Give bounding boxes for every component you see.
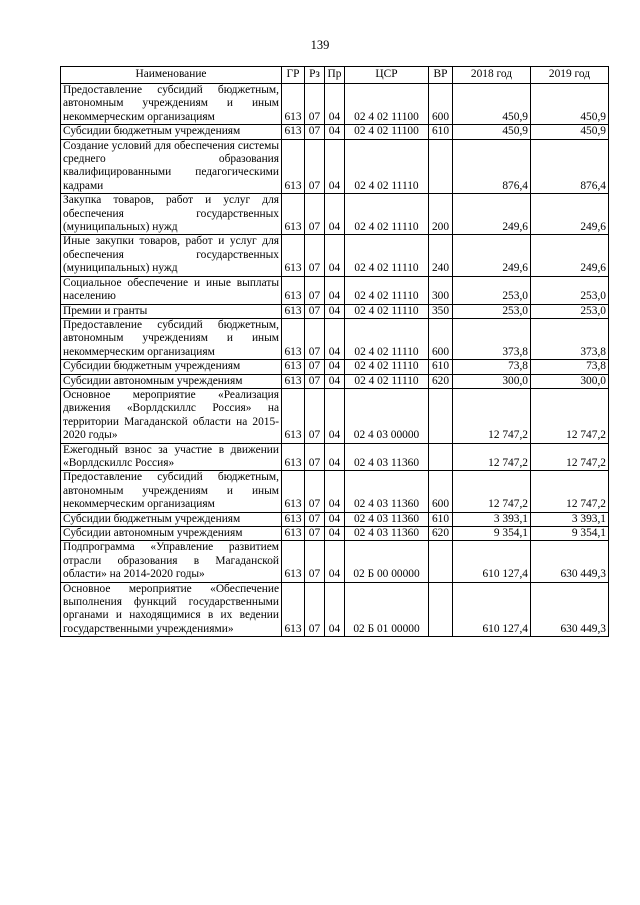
- cell-2019: 73,8: [531, 360, 609, 374]
- cell-2018: 876,4: [453, 139, 531, 194]
- cell-gr: 613: [282, 471, 305, 512]
- cell-vr: 610: [429, 125, 453, 139]
- cell-name: Субсидии автономным учреждениям: [61, 374, 282, 388]
- cell-name: Предоставление субсидий бюджетным, автономным учреждениям и иным некоммерческим организациям: [61, 84, 282, 125]
- cell-name: Основное мероприятие «Реализация движения «Ворлдскиллс Россия» на территории Магаданской области на 2015-2020 годы»: [61, 388, 282, 443]
- cell-pr: 04: [325, 541, 345, 582]
- cell-csr: 02 4 02 11100: [345, 125, 429, 139]
- cell-vr: 200: [429, 194, 453, 235]
- cell-name: Социальное обеспечение и иные выплаты населению: [61, 276, 282, 304]
- table-row: [61, 194, 609, 235]
- cell-pr: 04: [325, 194, 345, 235]
- cell-rz: 07: [305, 139, 325, 194]
- table-row: [61, 443, 609, 471]
- budget-table: [60, 66, 609, 637]
- cell-rz: 07: [305, 582, 325, 637]
- header-2019: 2019 год: [531, 67, 609, 84]
- cell-rz: 07: [305, 360, 325, 374]
- cell-rz: 07: [305, 84, 325, 125]
- cell-2018: 610 127,4: [453, 582, 531, 637]
- cell-gr: 613: [282, 139, 305, 194]
- cell-2018: 73,8: [453, 360, 531, 374]
- cell-2018: 373,8: [453, 318, 531, 359]
- cell-name: Основное мероприятие «Обеспечение выполнения функций государственными органами и находящимися в их ведении государственными учреждениями»: [61, 582, 282, 637]
- table-row: [61, 360, 609, 374]
- cell-gr: 613: [282, 527, 305, 541]
- table-row: [61, 512, 609, 526]
- cell-name: Подпрограмма «Управление развитием отрасли образования в Магаданской области» на 2014-2020 годы»: [61, 541, 282, 582]
- cell-rz: 07: [305, 388, 325, 443]
- cell-pr: 04: [325, 471, 345, 512]
- cell-name: Субсидии бюджетным учреждениям: [61, 125, 282, 139]
- header-pr: Пр: [325, 67, 345, 84]
- cell-csr: 02 4 02 11110: [345, 139, 429, 194]
- cell-2018: 12 747,2: [453, 471, 531, 512]
- cell-2019: 630 449,3: [531, 541, 609, 582]
- cell-rz: 07: [305, 471, 325, 512]
- cell-pr: 04: [325, 374, 345, 388]
- table-header: [61, 67, 609, 84]
- cell-2019: 630 449,3: [531, 582, 609, 637]
- cell-2018: 12 747,2: [453, 388, 531, 443]
- cell-csr: 02 4 03 00000: [345, 388, 429, 443]
- cell-vr: 620: [429, 374, 453, 388]
- header-2018: 2018 год: [453, 67, 531, 84]
- table-row: [61, 125, 609, 139]
- cell-2018: 253,0: [453, 304, 531, 318]
- cell-rz: 07: [305, 443, 325, 471]
- cell-rz: 07: [305, 374, 325, 388]
- cell-2018: 9 354,1: [453, 527, 531, 541]
- cell-pr: 04: [325, 388, 345, 443]
- table-row: [61, 318, 609, 359]
- cell-vr: 600: [429, 318, 453, 359]
- cell-vr: [429, 541, 453, 582]
- cell-gr: 613: [282, 84, 305, 125]
- table-row: [61, 374, 609, 388]
- cell-pr: 04: [325, 443, 345, 471]
- page-number: 139: [310, 38, 330, 52]
- cell-vr: 350: [429, 304, 453, 318]
- cell-2019: 12 747,2: [531, 388, 609, 443]
- cell-2019: 253,0: [531, 276, 609, 304]
- cell-pr: 04: [325, 139, 345, 194]
- cell-2019: 12 747,2: [531, 471, 609, 512]
- cell-csr: 02 4 03 11360: [345, 443, 429, 471]
- cell-2018: 450,9: [453, 125, 531, 139]
- cell-pr: 04: [325, 527, 345, 541]
- table-row: [61, 527, 609, 541]
- cell-2019: 450,9: [531, 125, 609, 139]
- cell-pr: 04: [325, 318, 345, 359]
- cell-vr: [429, 443, 453, 471]
- table-row: [61, 84, 609, 125]
- cell-2018: 300,0: [453, 374, 531, 388]
- cell-pr: 04: [325, 360, 345, 374]
- cell-2019: 876,4: [531, 139, 609, 194]
- cell-2019: 373,8: [531, 318, 609, 359]
- cell-2018: 253,0: [453, 276, 531, 304]
- cell-vr: 610: [429, 360, 453, 374]
- table-row: [61, 304, 609, 318]
- cell-pr: 04: [325, 582, 345, 637]
- cell-csr: 02 Б 01 00000: [345, 582, 429, 637]
- cell-vr: [429, 388, 453, 443]
- cell-csr: 02 4 03 11360: [345, 527, 429, 541]
- cell-rz: 07: [305, 304, 325, 318]
- table-row: [61, 388, 609, 443]
- cell-name: Предоставление субсидий бюджетным, автономным учреждениям и иным некоммерческим организациям: [61, 471, 282, 512]
- cell-rz: 07: [305, 235, 325, 276]
- cell-rz: 07: [305, 318, 325, 359]
- cell-gr: 613: [282, 374, 305, 388]
- cell-2018: 249,6: [453, 235, 531, 276]
- header-vr: ВР: [429, 67, 453, 84]
- table-row: [61, 582, 609, 637]
- cell-name: Премии и гранты: [61, 304, 282, 318]
- cell-2019: 253,0: [531, 304, 609, 318]
- cell-vr: 600: [429, 471, 453, 512]
- table-row: [61, 541, 609, 582]
- cell-pr: 04: [325, 84, 345, 125]
- cell-csr: 02 4 02 11110: [345, 276, 429, 304]
- cell-2019: 249,6: [531, 235, 609, 276]
- cell-csr: 02 4 02 11100: [345, 84, 429, 125]
- cell-gr: 613: [282, 541, 305, 582]
- cell-name: Субсидии бюджетным учреждениям: [61, 512, 282, 526]
- cell-2018: 12 747,2: [453, 443, 531, 471]
- cell-csr: 02 4 02 11110: [345, 194, 429, 235]
- cell-gr: 613: [282, 276, 305, 304]
- cell-rz: 07: [305, 276, 325, 304]
- cell-rz: 07: [305, 125, 325, 139]
- table-row: [61, 471, 609, 512]
- cell-vr: 610: [429, 512, 453, 526]
- cell-gr: 613: [282, 582, 305, 637]
- cell-csr: 02 4 02 11110: [345, 235, 429, 276]
- cell-2018: 3 393,1: [453, 512, 531, 526]
- cell-name: Субсидии автономным учреждениям: [61, 527, 282, 541]
- cell-gr: 613: [282, 304, 305, 318]
- cell-name: Предоставление субсидий бюджетным, автономным учреждениям и иным некоммерческим организациям: [61, 318, 282, 359]
- cell-vr: 620: [429, 527, 453, 541]
- table-row: [61, 235, 609, 276]
- cell-name: Создание условий для обеспечения системы среднего образования квалифицированными педагогическими кадрами: [61, 139, 282, 194]
- cell-name: Субсидии бюджетным учреждениям: [61, 360, 282, 374]
- table-row: [61, 139, 609, 194]
- cell-vr: 240: [429, 235, 453, 276]
- cell-vr: 600: [429, 84, 453, 125]
- header-csr: ЦСР: [345, 67, 429, 84]
- table-row: [61, 276, 609, 304]
- cell-gr: 613: [282, 318, 305, 359]
- cell-2019: 9 354,1: [531, 527, 609, 541]
- cell-name: Иные закупки товаров, работ и услуг для обеспечения государственных (муниципальных) нужд: [61, 235, 282, 276]
- cell-2018: 610 127,4: [453, 541, 531, 582]
- cell-vr: [429, 139, 453, 194]
- cell-vr: 300: [429, 276, 453, 304]
- cell-pr: 04: [325, 304, 345, 318]
- cell-rz: 07: [305, 527, 325, 541]
- table-body: [61, 84, 609, 637]
- cell-csr: 02 4 02 11110: [345, 318, 429, 359]
- cell-rz: 07: [305, 512, 325, 526]
- cell-gr: 613: [282, 388, 305, 443]
- cell-2018: 249,6: [453, 194, 531, 235]
- cell-rz: 07: [305, 194, 325, 235]
- header-gr: ГР: [282, 67, 305, 84]
- cell-gr: 613: [282, 512, 305, 526]
- cell-name: Ежегодный взнос за участие в движении «Ворлдскиллс Россия»: [61, 443, 282, 471]
- cell-csr: 02 4 02 11110: [345, 304, 429, 318]
- header-name: Наименование: [61, 67, 282, 84]
- cell-name: Закупка товаров, работ и услуг для обеспечения государственных (муниципальных) нужд: [61, 194, 282, 235]
- cell-pr: 04: [325, 276, 345, 304]
- cell-rz: 07: [305, 541, 325, 582]
- cell-gr: 613: [282, 360, 305, 374]
- header-row: [61, 67, 609, 84]
- header-rz: Рз: [305, 67, 325, 84]
- cell-csr: 02 4 03 11360: [345, 512, 429, 526]
- cell-2019: 3 393,1: [531, 512, 609, 526]
- cell-pr: 04: [325, 512, 345, 526]
- cell-csr: 02 4 03 11360: [345, 471, 429, 512]
- cell-gr: 613: [282, 235, 305, 276]
- cell-gr: 613: [282, 443, 305, 471]
- cell-2018: 450,9: [453, 84, 531, 125]
- cell-gr: 613: [282, 125, 305, 139]
- cell-2019: 249,6: [531, 194, 609, 235]
- cell-gr: 613: [282, 194, 305, 235]
- cell-csr: 02 4 02 11110: [345, 360, 429, 374]
- cell-pr: 04: [325, 235, 345, 276]
- cell-2019: 12 747,2: [531, 443, 609, 471]
- cell-pr: 04: [325, 125, 345, 139]
- cell-csr: 02 4 02 11110: [345, 374, 429, 388]
- cell-2019: 450,9: [531, 84, 609, 125]
- cell-csr: 02 Б 00 00000: [345, 541, 429, 582]
- cell-2019: 300,0: [531, 374, 609, 388]
- cell-vr: [429, 582, 453, 637]
